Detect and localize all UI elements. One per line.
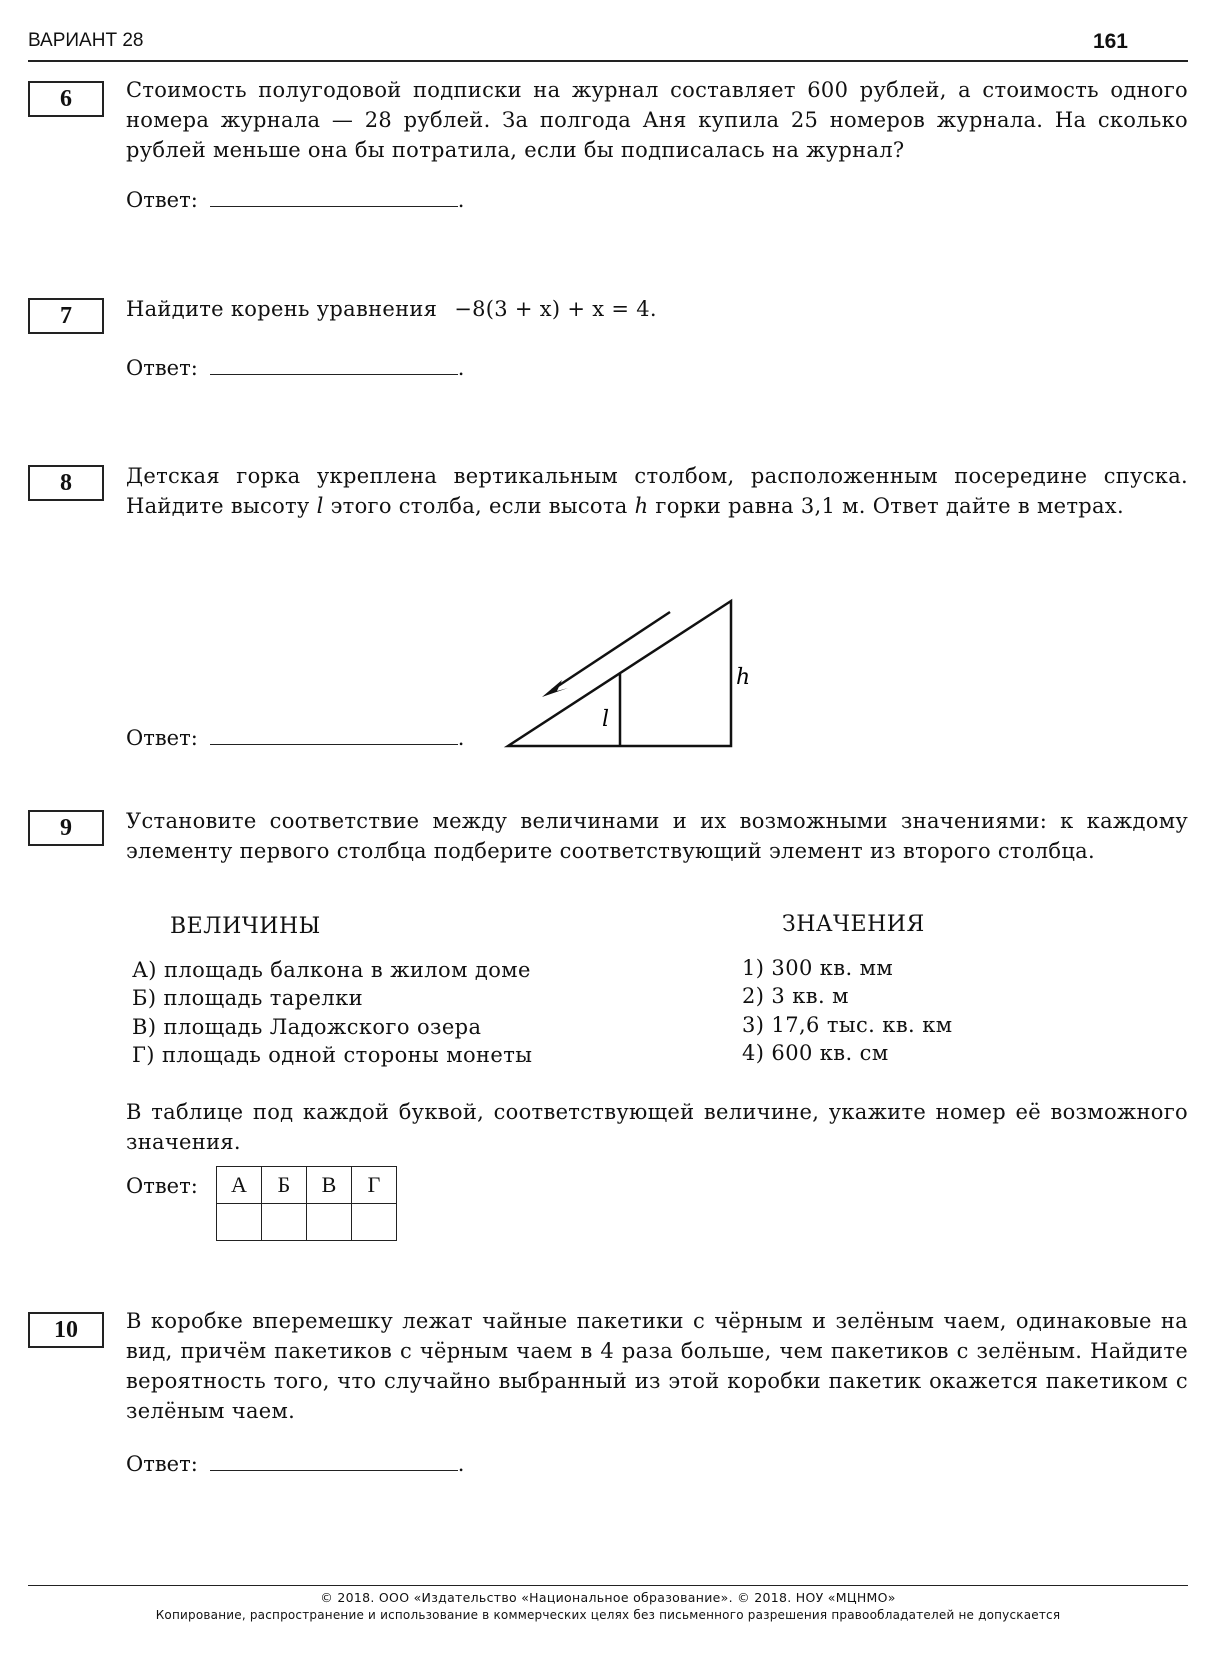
task-7-equation: −8(3 + x) + x = 4. xyxy=(454,297,657,321)
answer-label: Ответ: xyxy=(126,188,198,212)
variant-title: ВАРИАНТ 28 xyxy=(28,30,144,51)
task-8-number-box: 8 xyxy=(28,465,104,501)
task-8-answer-field[interactable] xyxy=(210,724,458,745)
task-10-text: В коробке вперемешку лежат чайные пакетики с чёрным и зелёным чаем, одинаковые на вид, причём пакетиков с чёрным чаем в 4 раза больше, чем пакетиков с зелёным. Найдите вероятность того, что случайно выбранный из этой коробки пакетик окажется пакетиком с зелёным чаем. xyxy=(126,1309,1188,1423)
task-8-var-h: h xyxy=(634,494,649,518)
footer-divider xyxy=(28,1585,1188,1586)
task-8-text-1: Детская горка укреплена вертикальным столбом, расположенным посередине спуска. Найдите высоту xyxy=(126,464,1188,518)
quantities-header: ВЕЛИЧИНЫ xyxy=(170,914,321,939)
values-header: ЗНАЧЕНИЯ xyxy=(782,912,925,937)
table-header-b: Б xyxy=(262,1167,307,1204)
task-9-number-box: 9 xyxy=(28,810,104,846)
task-7-number-box: 7 xyxy=(28,298,104,334)
quantity-item: Г) площадь одной стороны монеты xyxy=(132,1043,533,1067)
task-9-text: Установите соответствие между величинами и их возможными значениями: к каждому элементу первого столбца подберите соответствующий элемент из второго столбца. xyxy=(126,809,1188,863)
value-item: 4) 600 кв. см xyxy=(742,1041,889,1065)
task-10-answer-field[interactable] xyxy=(210,1450,458,1471)
task-9-instruction: В таблице под каждой буквой, соответствующей величине, укажите номер её возможного значения. xyxy=(126,1100,1188,1154)
answer-dot: . xyxy=(457,188,465,212)
table-header-v: В xyxy=(307,1167,352,1204)
table-answer-cell-g[interactable] xyxy=(352,1204,397,1241)
value-item: 1) 300 кв. мм xyxy=(742,956,894,980)
header-divider xyxy=(28,60,1188,62)
value-item: 3) 17,6 тыс. кв. км xyxy=(742,1013,953,1037)
answer-dot: . xyxy=(457,1452,465,1476)
task-7-answer xyxy=(126,354,464,380)
footer-license: Копирование, распространение и использование в коммерческих целях без письменного разрешения правообладателей не допускается xyxy=(155,1608,1061,1622)
task-10-number-box: 10 xyxy=(28,1312,104,1348)
slide-diagram xyxy=(490,590,790,760)
task-9-answer-table xyxy=(216,1166,397,1241)
table-header-g: Г xyxy=(352,1167,397,1204)
quantity-item: А) площадь балкона в жилом доме xyxy=(132,958,531,982)
label-h: h xyxy=(736,665,751,690)
value-item: 2) 3 кв. м xyxy=(742,984,849,1008)
answer-dot: . xyxy=(457,356,465,380)
task-9-answer-label: Ответ: xyxy=(126,1174,198,1198)
page-number: 161 xyxy=(1092,30,1128,53)
task-8-answer xyxy=(126,724,464,750)
task-6-text: Стоимость полугодовой подписки на журнал составляет 600 рублей, а стоимость одного номера журнала — 28 рублей. За полгода Аня купила 25 номеров журнала. На сколько рублей меньше она бы потратила, если бы подписалась на журнал? xyxy=(126,78,1188,162)
task-7-text: Найдите корень уравнения xyxy=(126,297,438,321)
task-7-text-line xyxy=(126,294,1188,324)
task-7-answer-field[interactable] xyxy=(210,354,458,375)
table-answer-cell-a[interactable] xyxy=(217,1204,262,1241)
label-l: l xyxy=(602,707,610,732)
answer-label: Ответ: xyxy=(126,356,198,380)
task-8-text xyxy=(126,461,1188,521)
task-6-answer xyxy=(126,186,464,212)
answer-dot: . xyxy=(457,726,465,750)
table-answer-cell-v[interactable] xyxy=(307,1204,352,1241)
task-10-answer xyxy=(126,1450,464,1476)
task-6-answer-field[interactable] xyxy=(210,186,458,207)
table-header-a: А xyxy=(217,1167,262,1204)
quantity-item: Б) площадь тарелки xyxy=(132,986,364,1010)
task-8-text-2: этого столба, если высота xyxy=(330,494,628,518)
task-6-number-box: 6 xyxy=(28,81,104,117)
task-8-text-3: горки равна 3,1 м. Ответ дайте в метрах. xyxy=(655,494,1124,518)
footer-copyright: © 2018. ООО «Издательство «Национальное образование». © 2018. НОУ «МЦНМО» xyxy=(320,1590,896,1605)
task-8-var-l: l xyxy=(316,494,324,518)
answer-label: Ответ: xyxy=(126,726,198,750)
quantity-item: В) площадь Ладожского озера xyxy=(132,1015,482,1039)
answer-label: Ответ: xyxy=(126,1452,198,1476)
table-answer-cell-b[interactable] xyxy=(262,1204,307,1241)
